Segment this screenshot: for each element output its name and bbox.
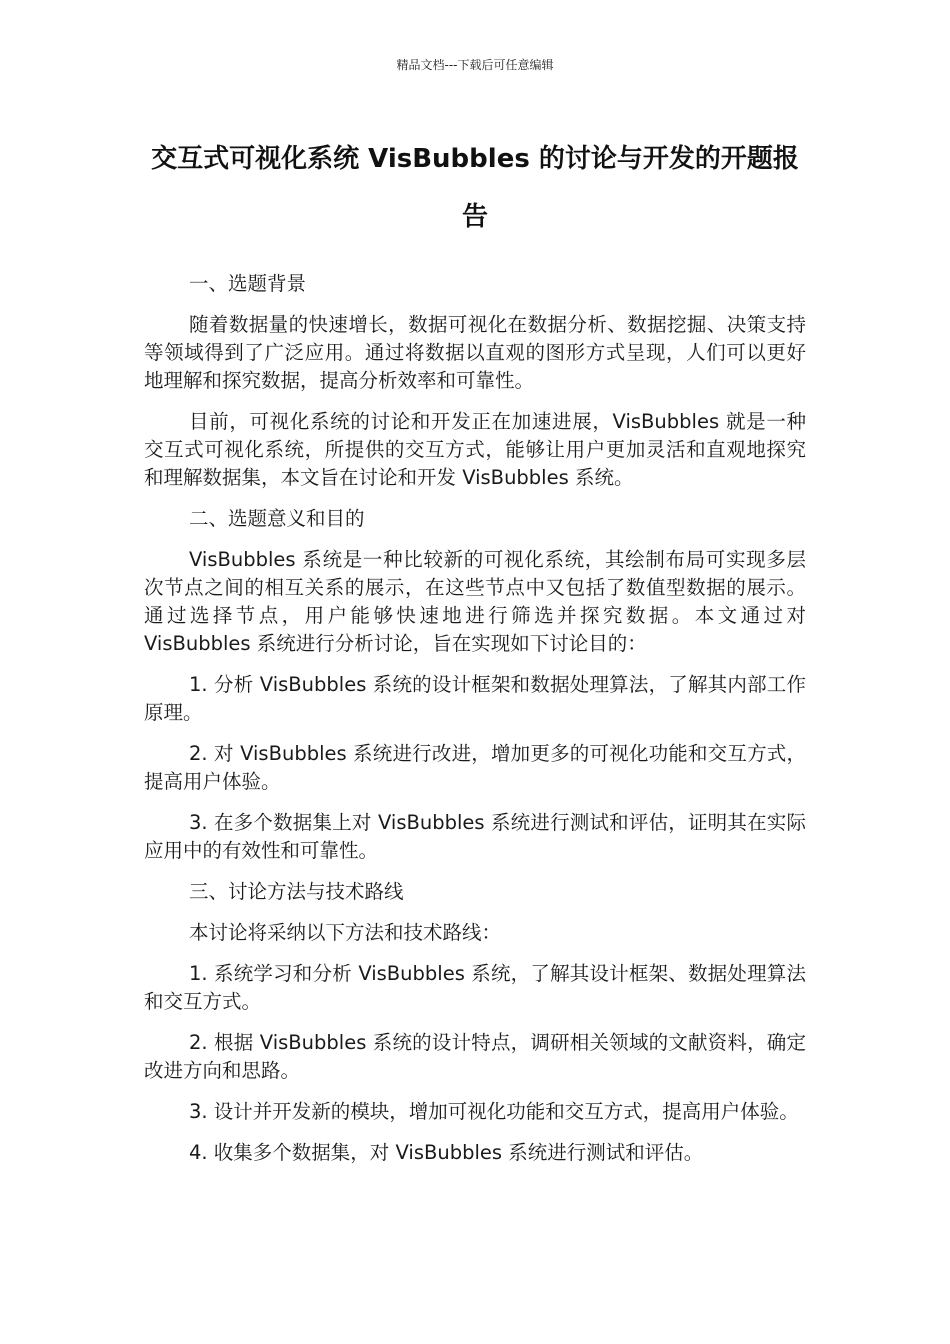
method-item-1: 1. 系统学习和分析 VisBubbles 系统，了解其设计框架、数据处理算法和交互方式。 xyxy=(144,962,806,1013)
paragraph-methods-intro: 本讨论将采纳以下方法和技术路线： xyxy=(189,921,502,944)
method-item-3: 3. 设计并开发新的模块，增加可视化功能和交互方式，提高用户体验。 xyxy=(189,1100,799,1123)
method-item-2: 2. 根据 VisBubbles 系统的设计特点，调研相关领域的文献资料，确定改进方向和思路。 xyxy=(144,1031,806,1082)
section-heading-significance: 二、选题意义和目的 xyxy=(189,507,365,530)
goal-item-3: 3. 在多个数据集上对 VisBubbles 系统进行测试和评估，证明其在实际应用中的有效性和可靠性。 xyxy=(144,811,806,862)
document-title: 交互式可视化系统 VisBubbles 的讨论与开发的开题报告 xyxy=(151,144,799,232)
page-header: 精品文档---下载后可任意编辑 xyxy=(396,58,554,72)
section-heading-methods: 三、讨论方法与技术路线 xyxy=(189,880,404,903)
section-heading-background: 一、选题背景 xyxy=(189,272,307,295)
method-item-4: 4. 收集多个数据集，对 VisBubbles 系统进行测试和评估。 xyxy=(189,1141,704,1164)
paragraph-significance: VisBubbles 系统是一种比较新的可视化系统，其绘制布局可实现多层次节点之间的相互关系的展示，在这些节点中又包括了数值型数据的展示。通过选择节点，用户能够快速地进行筛选并探究数据。本文通过对 VisBubbles 系统进行分析讨论，旨在实现如下讨论目的： xyxy=(144,548,806,655)
document-body xyxy=(144,270,806,1180)
paragraph-background-2: 目前，可视化系统的讨论和开发正在加速进展，VisBubbles 就是一种交互式可视化系统，所提供的交互方式，能够让用户更加灵活和直观地探究和理解数据集，本文旨在讨论和开发 VisBubbles 系统。 xyxy=(144,410,806,489)
paragraph-background-1: 随着数据量的快速增长，数据可视化在数据分析、数据挖掘、决策支持等领域得到了广泛应用。通过将数据以直观的图形方式呈现，人们可以更好地理解和探究数据，提高分析效率和可靠性。 xyxy=(144,313,806,392)
goal-item-1: 1. 分析 VisBubbles 系统的设计框架和数据处理算法，了解其内部工作原理。 xyxy=(144,673,806,724)
goal-item-2: 2. 对 VisBubbles 系统进行改进，增加更多的可视化功能和交互方式，提高用户体验。 xyxy=(144,742,806,793)
